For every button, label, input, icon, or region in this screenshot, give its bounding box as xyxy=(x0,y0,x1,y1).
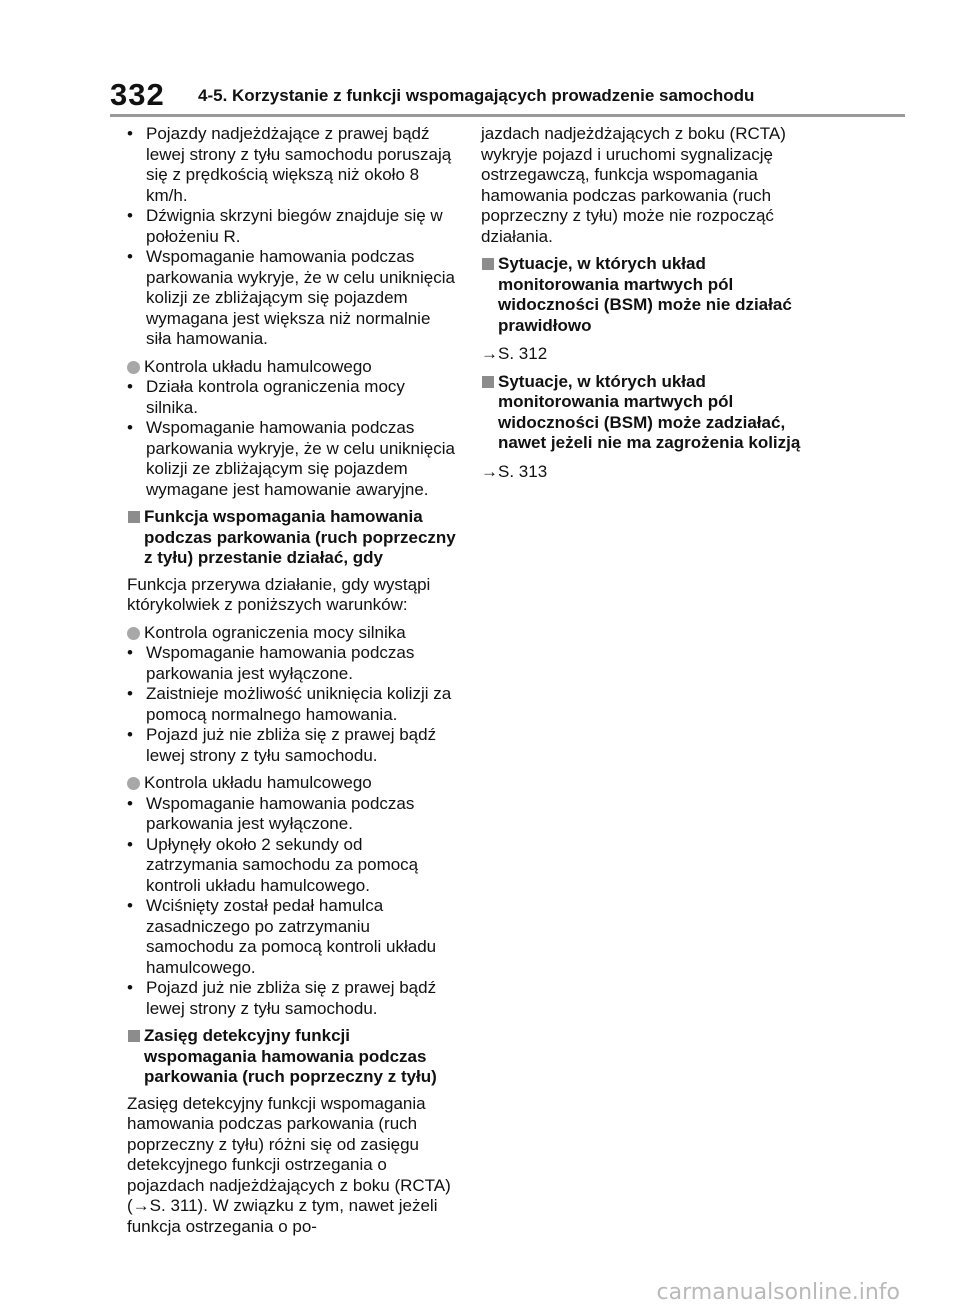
section-heading: Funkcja wspomagania hamowania podczas parkowania (ruch poprzeczny z tyłu) przestanie działać, gdy xyxy=(127,507,457,569)
list-item: • Pojazd już nie zbliża się z prawej bądź lewej strony z tyłu samochodu. xyxy=(127,978,437,1018)
paragraph: Zasięg detekcyjny funkcji wspomagania hamowania podczas parkowania (ruch poprzeczny z tyłu) różni się od zasięgu detekcyjnego funkcji ostrzegania o pojazdach nadjeżdżających z boku (RCTA) (→S. 311). W związku z tym, nawet jeżeli funkcja ostrzegania o po- xyxy=(127,1093,451,1236)
circle-subheading: Kontrola układu hamulcowego xyxy=(127,773,457,794)
list-item: • Wspomaganie hamowania podczas parkowania wykryje, że w celu uniknięcia kolizji ze zbliżającym się pojazdem wymagane jest hamowanie awaryjne. xyxy=(127,418,455,499)
square-bullet-icon xyxy=(128,511,140,523)
watermark: carmanualsonline.info xyxy=(656,1280,900,1305)
list-item: • Pojazd już nie zbliża się z prawej bądź lewej strony z tyłu samochodu. xyxy=(127,725,437,765)
section-heading: Zasięg detekcyjny funkcji wspomagania hamowania podczas parkowania (ruch poprzeczny z tyłu) xyxy=(127,1026,457,1088)
section-heading: Sytuacje, w których układ monitorowania martwych pól widoczności (BSM) może zadziałać, nawet jeżeli nie ma zagrożenia kolizją xyxy=(481,372,811,454)
page-reference: →S. 312 xyxy=(481,344,548,363)
page-reference: →S. 313 xyxy=(481,461,548,481)
list-item: • Wspomaganie hamowania podczas parkowania jest wyłączone. xyxy=(127,793,415,833)
list-item: • Działa kontrola ograniczenia mocy silnika. xyxy=(127,377,405,417)
section-heading: Sytuacje, w których układ monitorowania martwych pól widoczności (BSM) może nie działać prawidłowo xyxy=(481,254,811,336)
list-item: • Zaistnieje możliwość uniknięcia kolizji za pomocą normalnego hamowania. xyxy=(127,684,452,724)
page-number: 332 xyxy=(110,77,165,112)
circle-bullet-icon xyxy=(127,627,140,640)
square-bullet-icon xyxy=(482,258,494,270)
header-divider xyxy=(110,114,905,117)
paragraph: jazdach nadjeżdżających z boku (RCTA) wykryje pojazd i uruchomi sygnalizację ostrzegawczą, funkcja wspomagania hamowania podczas parkowania (ruch poprzeczny z tyłu) może nie rozpocząć działania. xyxy=(481,124,786,246)
list-item: • Dźwignia skrzyni biegów znajduje się w położeniu R. xyxy=(127,206,443,246)
list-item: • Wspomaganie hamowania podczas parkowania wykryje, że w celu uniknięcia kolizji ze zbliżającym się pojazdem wymagana jest większa niż normalnie siła hamowania. xyxy=(127,247,455,348)
left-column xyxy=(127,124,457,1237)
paragraph: Funkcja przerywa działanie, gdy wystąpi którykolwiek z poniższych warunków: xyxy=(127,574,431,614)
list-item: • Wspomaganie hamowania podczas parkowania jest wyłączone. xyxy=(127,643,415,683)
square-bullet-icon xyxy=(482,376,494,388)
page-header xyxy=(110,78,910,118)
list-item: • Wciśnięty został pedał hamulca zasadniczego po zatrzymaniu samochodu za pomocą kontroli układu hamulcowego. xyxy=(127,896,437,977)
circle-subheading: Kontrola układu hamulcowego xyxy=(127,357,457,378)
square-bullet-icon xyxy=(128,1030,140,1042)
circle-bullet-icon xyxy=(127,361,140,374)
right-column xyxy=(481,124,811,482)
list-item: • Upłynęły około 2 sekundy od zatrzymania samochodu za pomocą kontroli układu hamulcowego. xyxy=(127,834,419,895)
circle-bullet-icon xyxy=(127,777,140,790)
circle-subheading: Kontrola ograniczenia mocy silnika xyxy=(127,623,457,644)
section-title: 4-5. Korzystanie z funkcji wspomagających prowadzenie samochodu xyxy=(198,86,755,105)
list-item: • Pojazdy nadjeżdżające z prawej bądź lewej strony z tyłu samochodu poruszają się z prędkością większą niż około 8 km/h. xyxy=(127,124,452,205)
